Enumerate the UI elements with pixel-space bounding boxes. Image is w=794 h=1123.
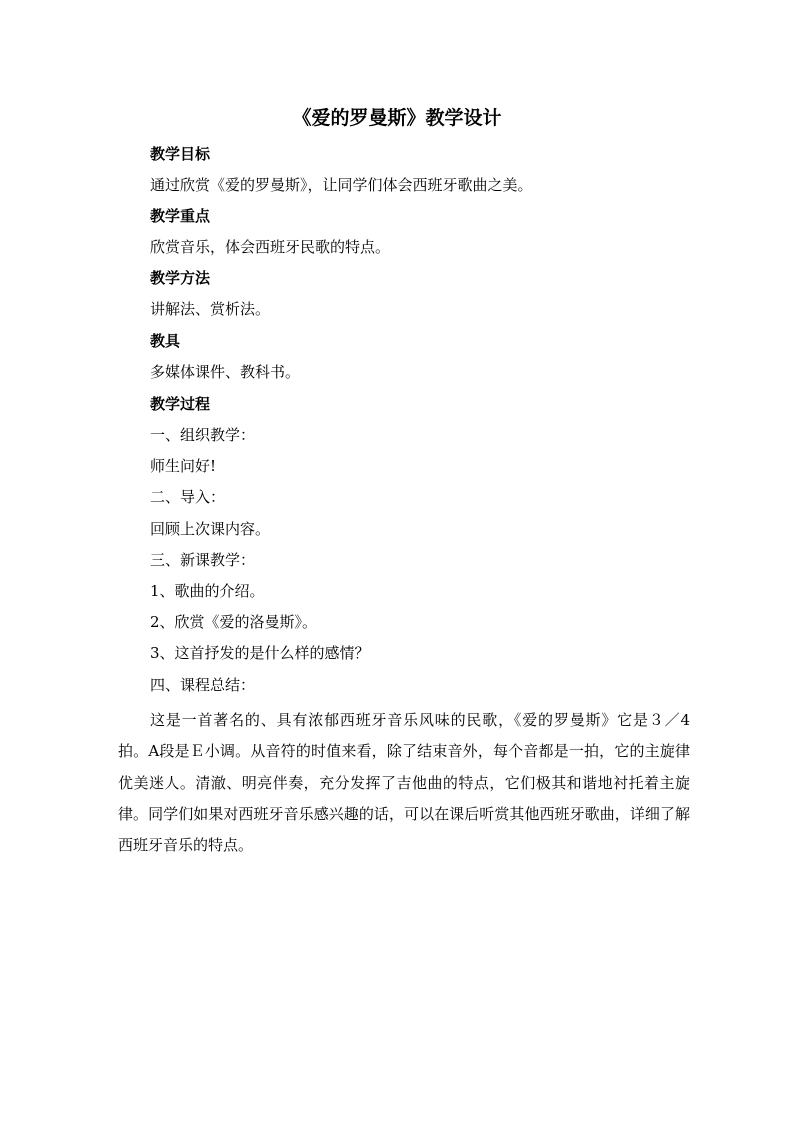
step3-item-1: 1、歌曲的介绍。 <box>150 582 265 600</box>
objective-heading: 教学目标 <box>150 145 211 163</box>
step1-heading: 一、组织教学： <box>150 426 256 444</box>
tools-text: 多媒体课件、教科书。 <box>150 363 301 381</box>
document-title: 《爱的罗曼斯》教学设计 <box>292 107 502 129</box>
tools-heading: 教具 <box>150 332 181 350</box>
step1-text: 师生问好! <box>150 457 217 475</box>
focus-heading: 教学重点 <box>150 207 211 225</box>
step2-heading: 二、导入： <box>150 488 226 506</box>
objective-text: 通过欣赏《爱的罗曼斯》，让同学们体会西班牙歌曲之美。 <box>150 176 533 194</box>
step4-heading: 四、课程总结： <box>150 676 256 694</box>
summary-paragraph: 这是一首著名的、具有浓郁西班牙音乐风味的民歌，《爱的罗曼斯》它是３／4拍。A段是Ｅ小调。从音符的时值来看，除了结束音外，每个音都是一拍，它的主旋律优美迷人。清澈、明亮伴奏，充分发挥了吉他曲的特点，它们极其和谐地衬托着主旋律。同学们如果对西班牙音乐感兴趣的话，可以在课后听赏其他西班牙歌曲，详细了解西班牙音乐的特点。 <box>118 711 690 855</box>
method-heading: 教学方法 <box>150 269 211 287</box>
step2-text: 回顾上次课内容。 <box>150 520 271 538</box>
step3-item-2: 2、欣赏《爱的洛曼斯》。 <box>150 613 318 631</box>
step3-item-3: 3、这首抒发的是什么样的感情？ <box>150 644 370 662</box>
focus-text: 欣赏音乐，体会西班牙民歌的特点。 <box>150 238 391 256</box>
method-text: 讲解法、赏析法。 <box>150 300 271 318</box>
step3-heading: 三、新课教学： <box>150 551 256 569</box>
process-heading: 教学过程 <box>150 395 211 413</box>
